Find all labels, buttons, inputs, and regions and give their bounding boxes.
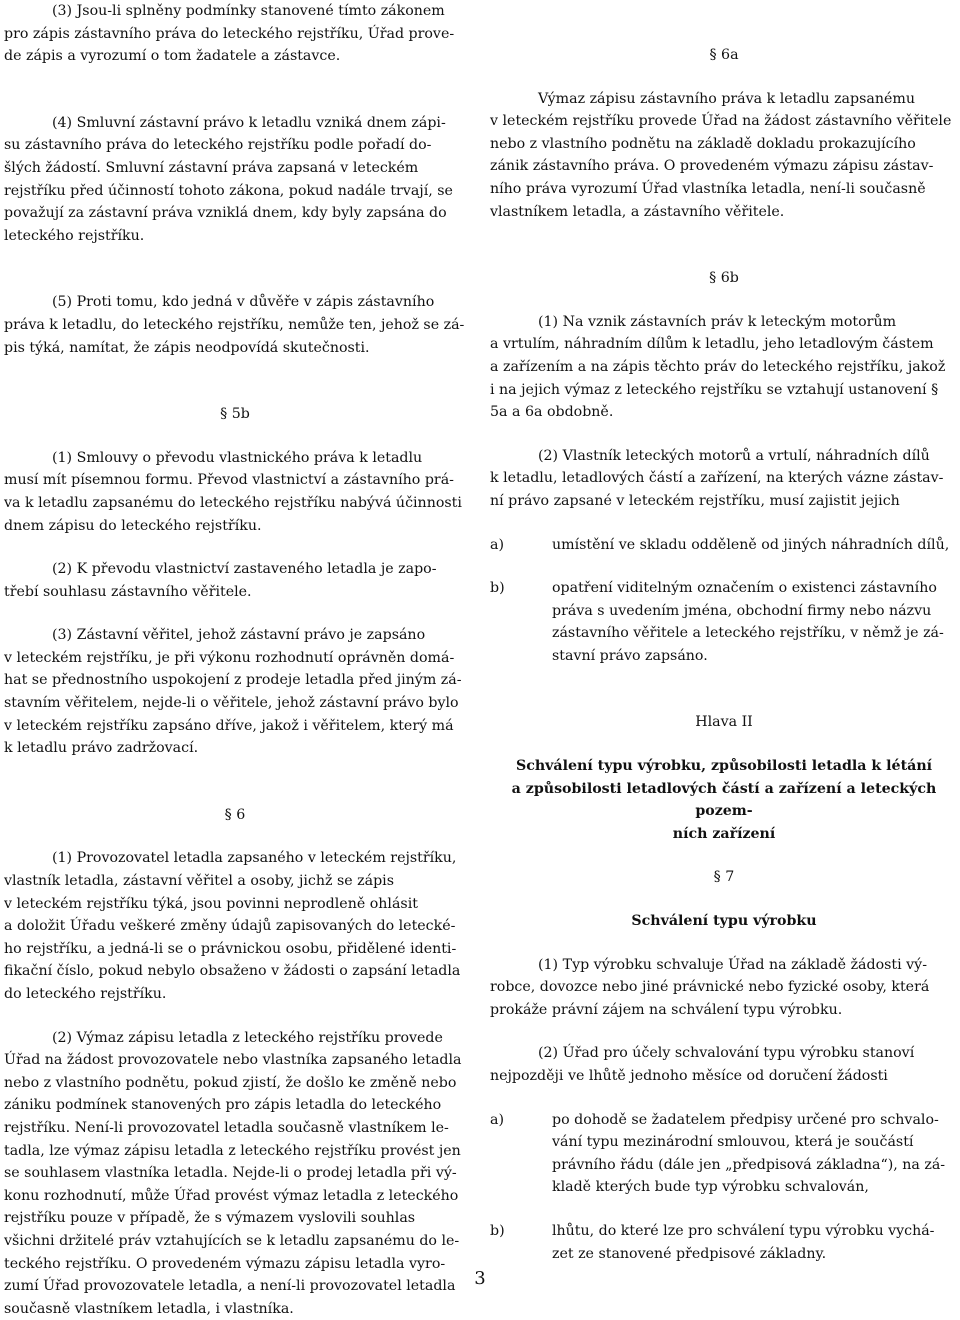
list-item-label: a) <box>490 1111 504 1128</box>
left-column <box>4 0 466 1320</box>
paragraph: Výmaz zápisu zástavního práva k letadlu zapsanému v leteckém rejstříku provede Úřad na žádost zástavního věřitele nebo z vlastního podnětu na základě dokladu prokazujícího zánik zástavního práva. O provedeném výmazu zápisu zástav- ního práva vyrozumí Úřad vlastníka letadla, není-li současně vlastníkem letadla, a zástavního věřitele. <box>490 90 952 220</box>
section-heading: § 6b <box>709 270 739 287</box>
paragraph: (2) Výmaz zápisu letadla z leteckého rejstříku provede Úřad na žádost provozovatele nebo vlastníka zapsaného letadla nebo z vlastního podnětu, pokud zjistí, že došlo ke změně nebo zániku podmínek stanovených pro zápis letadla do leteckého rejstříku. Není-li provozovatel letadla současně vlastníkem le- tadla, lze výmaz zápisu letadla z leteckého rejstříku provést jen se souhlasem vlastníka letadla. Nejde-li o prodej letadla při vý- konu rozhodnutí, může Úřad provést výmaz letadla z leteckého rejstříku pouze v případě, že s výmazem vyslovili souhlas všichni držitelé práv vztahujících se k letadlu zapsanému do le- teckého rejstříku. O provedeném výmazu zápisu letadla vyro- zumí Úřad provozovatele letadla, a není-li provozovatel letadla současně vlastníkem letadla, i vlastníka. <box>4 1029 462 1317</box>
paragraph: (3) Jsou-li splněny podmínky stanovené tímto zákonem pro zápis zástavního práva do leteckého rejstříku, Úřad prove- de zápis a vyrozumí o tom žadatele a zástavce. <box>4 3 455 65</box>
list-item-text: umístění ve skladu odděleně od jiných náhradních dílů, <box>552 536 950 553</box>
section-heading: § 6a <box>709 47 739 63</box>
list-item-text: opatření viditelným označením o existenci zástavního práva s uvedením jména, obchodní firmy nebo názvu zástavního věřitele a leteckého rejstříku, v němž je zá- stavní právo zapsáno. <box>552 580 944 664</box>
paragraph: (1) Smlouvy o převodu vlastnického práva k letadlu musí mít písemnou formu. Převod vlastnictví a zástavního prá- va k letadlu zapsanému do leteckého rejstříku nabývá účinnosti dnem zápisu do leteckého rejstříku. <box>4 449 462 534</box>
list-item <box>490 577 958 667</box>
section-heading: § 5b <box>220 406 250 423</box>
section-title: Schválení typu výrobku <box>631 913 817 930</box>
paragraph: (2) Úřad pro účely schvalování typu výrobku stanoví nejpozději ve lhůtě jednoho měsíce od doručení žádosti <box>490 1045 915 1084</box>
paragraph: (2) K převodu vlastnictví zastaveného letadla je zapo- třebí souhlasu zástavního věřitele. <box>4 561 437 600</box>
list-item <box>490 1220 958 1265</box>
page-number: 3 <box>474 1268 486 1289</box>
list-item-text: po dohodě se žadatelem předpisy určené pro schvalo- vání typu mezinárodní smlouvou, která je součástí právního řádu (dále jen „předpisová základna“), na zá- kladě kterých bude typ výrobku schvalován, <box>552 1111 946 1196</box>
list-item-label: b) <box>490 1222 505 1239</box>
chapter-heading: Hlava II <box>695 714 753 731</box>
paragraph: (2) Vlastník leteckých motorů a vrtulí, náhradních dílů k letadlu, letadlových částí a zařízení, na kterých vázne zástav- ní právo zapsané v leteckém rejstříku, musí zajistit jejich <box>490 447 944 509</box>
list-item <box>490 534 958 557</box>
paragraph: (4) Smluvní zástavní právo k letadlu vzniká dnem zápi- su zástavního práva do leteckého rejstříku podle pořadí do- šlých žádostí. Smluvní zástavní práva zapsaná v leteckém rejstříku před účinností tohoto zákona, pokud nadále trvají, se považují za zástavní práva vzniklá dnem, kdy byly zapsána do leteckého rejstříku. <box>4 114 453 244</box>
list-item-label: b) <box>490 580 505 597</box>
paragraph: (5) Proti tomu, kdo jedná v důvěře v zápis zástavního práva k letadlu, do leteckého rejstříku, nemůže ten, jehož se zá- pis týká, namítat, že zápis neodpovídá skutečnosti. <box>4 294 465 356</box>
paragraph: (1) Provozovatel letadla zapsaného v leteckém rejstříku, vlastník letadla, zástavní věřitel a osoby, jichž se zápis v leteckém rejstříku týká, jsou povinni neprodleně ohlásit a doložit Úřadu veškeré změny údajů zapisovaných do letecké- ho rejstříku, a jedná-li se o právnickou osobu, přidělené identi- fikační číslo, pokud nebylo obsaženo v žádosti o zapsání letadla do leteckého rejstříku. <box>4 850 461 1002</box>
paragraph: (1) Na vznik zástavních práv k leteckým motorům a vrtulím, náhradním dílům k letadlu, jeho letadlovým částem a zařízením a na zápis těchto práv do leteckého rejstříku, jakož i na jejich výmaz z leteckého rejstříku se vztahují ustanovení § 5a a 6a obdobně. <box>490 313 946 421</box>
list-item-text: lhůtu, do které lze pro schválení typu výrobku vychá- zet ze stanovené předpisové základny. <box>552 1222 935 1262</box>
list-item <box>490 1109 958 1199</box>
paragraph: (3) Zástavní věřitel, jehož zástavní právo je zapsáno v leteckém rejstříku, je při výkonu rozhodnutí oprávněn domá- hat se přednostního uspokojení z prodeje letadla před jiným zá- stavním věřitelem, nejde-li o věřitele, jehož zástavní právo bylo v leteckém rejstříku zapsáno dříve, jakož i věřitelem, který má k letadlu právo zadržovací. <box>4 627 462 757</box>
chapter-title: Schválení typu výrobku, způsobilosti letadla k létání a způsobilosti letadlových částí a zařízení a leteckých pozem- ních zařízení <box>511 758 937 842</box>
list-item-label: a) <box>490 536 504 553</box>
section-heading: § 6 <box>224 806 246 823</box>
section-heading: § 7 <box>713 869 735 886</box>
right-column <box>490 0 958 1265</box>
paragraph: (1) Typ výrobku schvaluje Úřad na základě žádosti vý- robce, dovozce nebo jiné právnické nebo fyzické osoby, která prokáže právní zájem na schválení typu výrobku. <box>490 956 930 1018</box>
